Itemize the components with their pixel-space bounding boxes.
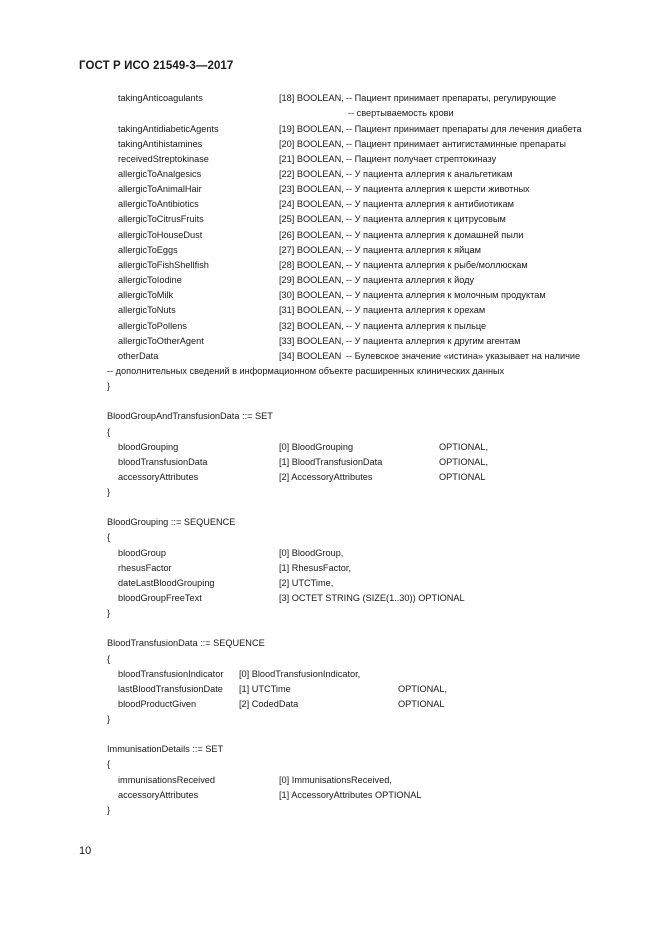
- field-type: [1] UTCTime: [239, 684, 291, 694]
- field-type: [20] BOOLEAN,: [279, 139, 344, 149]
- field-type: [18] BOOLEAN,: [279, 93, 344, 103]
- field-name: accessoryAttributes: [118, 790, 199, 800]
- field-name: allergicToCitrusFruits: [118, 214, 204, 224]
- field-type: [1] RhesusFactor,: [279, 563, 352, 573]
- field-name: allergicToIodine: [118, 275, 182, 285]
- field-name: bloodProductGiven: [118, 699, 197, 709]
- field-type: [0] ImmunisationsReceived,: [279, 775, 392, 785]
- opening-brace: {: [107, 427, 111, 437]
- field-name: allergicToPollens: [118, 321, 187, 331]
- comment-continuation: -- дополнительных сведений в информационном объекте расширенных клинических данных: [107, 366, 505, 376]
- field-name: rhesusFactor: [118, 563, 172, 573]
- field-type: [25] BOOLEAN,: [279, 214, 344, 224]
- field-type: [27] BOOLEAN,: [279, 245, 344, 255]
- field-name: allergicToHouseDust: [118, 230, 203, 240]
- field-type: [22] BOOLEAN,: [279, 169, 344, 179]
- page-number: 10: [79, 845, 92, 857]
- field-comment: -- Пациент принимает препараты, регулирующие: [346, 93, 557, 103]
- field-type: [34] BOOLEAN: [279, 351, 342, 361]
- field-name: takingAnticoagulants: [118, 93, 203, 103]
- opening-brace: {: [107, 759, 111, 769]
- type-definition: BloodGrouping ::= SEQUENCE: [107, 517, 236, 527]
- field-type: [1] AccessoryAttributes OPTIONAL: [279, 790, 422, 800]
- field-name: allergicToFishShellfish: [118, 260, 209, 270]
- field-type: [2] CodedData: [239, 699, 299, 709]
- field-type: [33] BOOLEAN,: [279, 336, 344, 346]
- field-comment: -- Булевское значение «истина» указывает на наличие: [346, 351, 581, 361]
- field-type: [31] BOOLEAN,: [279, 305, 344, 315]
- field-name: bloodTransfusionData: [118, 457, 208, 467]
- field-name: takingAntidiabeticAgents: [118, 124, 219, 134]
- field-comment: -- У пациента аллергия к пыльце: [346, 321, 487, 331]
- type-definition: BloodTransfusionData ::= SEQUENCE: [107, 638, 265, 648]
- closing-brace: }: [107, 714, 111, 724]
- page-header: ГОСТ Р ИСО 21549-3—2017: [79, 60, 234, 72]
- field-comment: -- У пациента аллергия к цитрусовым: [346, 214, 506, 224]
- field-name: takingAntihistamines: [118, 139, 203, 149]
- field-comment: -- У пациента аллергия к антибиотикам: [346, 199, 514, 209]
- field-name: bloodGroupFreeText: [118, 593, 202, 603]
- field-comment: -- Пациент принимает антигистаминные препараты: [346, 139, 566, 149]
- field-name: otherData: [118, 351, 159, 361]
- field-name: allergicToAntibiotics: [118, 199, 199, 209]
- field-type: [23] BOOLEAN,: [279, 184, 344, 194]
- field-comment: -- Пациент принимает препараты для лечения диабета: [346, 124, 582, 134]
- field-name: bloodGrouping: [118, 442, 179, 452]
- field-name: accessoryAttributes: [118, 472, 199, 482]
- field-comment: -- У пациента аллергия к орехам: [346, 305, 486, 315]
- field-name: allergicToAnalgesics: [118, 169, 202, 179]
- field-type: [24] BOOLEAN,: [279, 199, 344, 209]
- type-definition: ImmunisationDetails ::= SET: [107, 744, 224, 754]
- opening-brace: {: [107, 532, 111, 542]
- field-name: receivedStreptokinase: [118, 154, 209, 164]
- field-optional: OPTIONAL,: [439, 457, 489, 467]
- field-name: allergicToNuts: [118, 305, 176, 315]
- field-type: [2] UTCTime,: [279, 578, 334, 588]
- closing-brace: }: [107, 487, 111, 497]
- field-type: [21] BOOLEAN,: [279, 154, 344, 164]
- field-comment: -- У пациента аллергия к рыбе/моллюскам: [346, 260, 528, 270]
- field-comment: -- У пациента аллергия к молочным продуктам: [346, 290, 546, 300]
- field-type: [2] AccessoryAttributes: [279, 472, 373, 482]
- closing-brace: }: [107, 805, 111, 815]
- field-name: allergicToEggs: [118, 245, 178, 255]
- closing-brace: }: [107, 381, 111, 391]
- field-comment: -- У пациента аллергия к анальгетикам: [346, 169, 513, 179]
- field-type: [19] BOOLEAN,: [279, 124, 344, 134]
- comment-continuation: -- свертываемость крови: [348, 108, 454, 118]
- field-type: [0] BloodGrouping: [279, 442, 354, 452]
- field-comment: -- У пациента аллергия к домашней пыли: [346, 230, 524, 240]
- field-name: lastBloodTransfusionDate: [118, 684, 223, 694]
- field-name: immunisationsReceived: [118, 775, 216, 785]
- field-comment: -- Пациент получает стрептокиназу: [346, 154, 497, 164]
- closing-brace: }: [107, 608, 111, 618]
- field-type: [30] BOOLEAN,: [279, 290, 344, 300]
- field-comment: -- У пациента аллергия к яйцам: [346, 245, 481, 255]
- field-optional: OPTIONAL,: [439, 442, 489, 452]
- field-comment: -- У пациента аллергия к другим агентам: [346, 336, 521, 346]
- field-name: allergicToOtherAgent: [118, 336, 204, 346]
- type-definition: BloodGroupAndTransfusionData ::= SET: [107, 411, 273, 421]
- field-name: allergicToAnimalHair: [118, 184, 202, 194]
- field-comment: -- У пациента аллергия к йоду: [346, 275, 475, 285]
- opening-brace: {: [107, 654, 111, 664]
- field-type: [29] BOOLEAN,: [279, 275, 344, 285]
- field-type: [1] BloodTransfusionData: [279, 457, 383, 467]
- field-optional: OPTIONAL: [398, 699, 445, 709]
- field-name: dateLastBloodGrouping: [118, 578, 215, 588]
- field-type: [0] BloodTransfusionIndicator,: [239, 669, 361, 679]
- field-type: [0] BloodGroup,: [279, 548, 344, 558]
- field-type: [28] BOOLEAN,: [279, 260, 344, 270]
- field-name: bloodTransfusionIndicator: [118, 669, 224, 679]
- field-type: [32] BOOLEAN,: [279, 321, 344, 331]
- field-optional: OPTIONAL: [439, 472, 486, 482]
- field-name: bloodGroup: [118, 548, 167, 558]
- field-name: allergicToMilk: [118, 290, 174, 300]
- field-optional: OPTIONAL,: [398, 684, 448, 694]
- field-type: [26] BOOLEAN,: [279, 230, 344, 240]
- field-comment: -- У пациента аллергия к шерсти животных: [346, 184, 530, 194]
- field-type: [3] OCTET STRING (SIZE(1..30)) OPTIONAL: [279, 593, 465, 603]
